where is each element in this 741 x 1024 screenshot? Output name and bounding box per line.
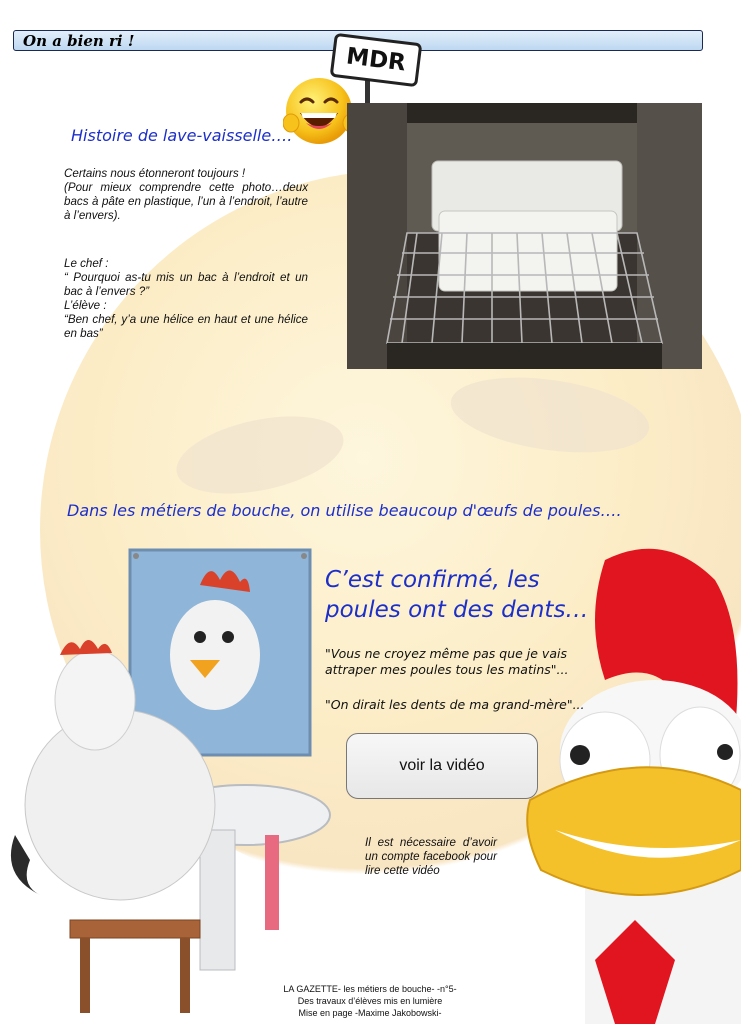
watch-video-button[interactable]: voir la vidéo <box>346 733 538 799</box>
intro-line: (Pour mieux comprendre cette photo…deux bacs à pâte en plastique, l’un à l’endroit, l’autre à l’envers). <box>64 181 308 222</box>
article-dialogue <box>64 257 308 341</box>
mdr-sign: MDR <box>330 33 423 87</box>
intro-line: Certains nous étonneront toujours ! <box>64 167 246 180</box>
quote-line: "Vous ne croyez même pas que je vais <box>325 646 567 661</box>
footer-line: Des travaux d’élèves mis en lumière <box>297 996 443 1006</box>
dialogue-line: L’élève : <box>64 299 107 312</box>
headline-line: C’est confirmé, les <box>325 567 540 593</box>
section-title: On a bien ri ! <box>23 32 135 50</box>
quote-grandmother: "On dirait les dents de ma grand-mère"... <box>325 697 585 712</box>
page-footer <box>235 983 505 1019</box>
quote-line: attraper mes poules tous les matins"... <box>325 662 569 677</box>
quote-hens <box>325 646 568 678</box>
footer-line: Mise en page -Maxime Jakobowski- <box>298 1008 442 1018</box>
headline-line: poules ont des dents… <box>325 597 589 623</box>
footer-line: LA GAZETTE- les métiers de bouche- -n°5- <box>283 984 457 994</box>
dialogue-line: Le chef : <box>64 257 109 270</box>
hen-illustration <box>0 545 340 1015</box>
headline <box>325 565 588 625</box>
facebook-note: Il est nécessaire d’avoir un compte facebook pour lire cette vidéo <box>365 836 497 877</box>
article-title-dishwasher: Histoire de lave-vaisselle…. <box>71 126 293 145</box>
article-intro-eggs: Dans les métiers de bouche, on utilise beaucoup d'œufs de poules…. <box>67 501 622 520</box>
article-intro <box>64 167 308 223</box>
dialogue-line: “ Pourquoi as-tu mis un bac à l’endroit et un bac à l’envers ?” <box>64 271 308 298</box>
dialogue-line: “Ben chef, y’a une hélice en haut et une hélice en bas” <box>64 313 308 340</box>
dishwasher-photo <box>347 103 702 369</box>
